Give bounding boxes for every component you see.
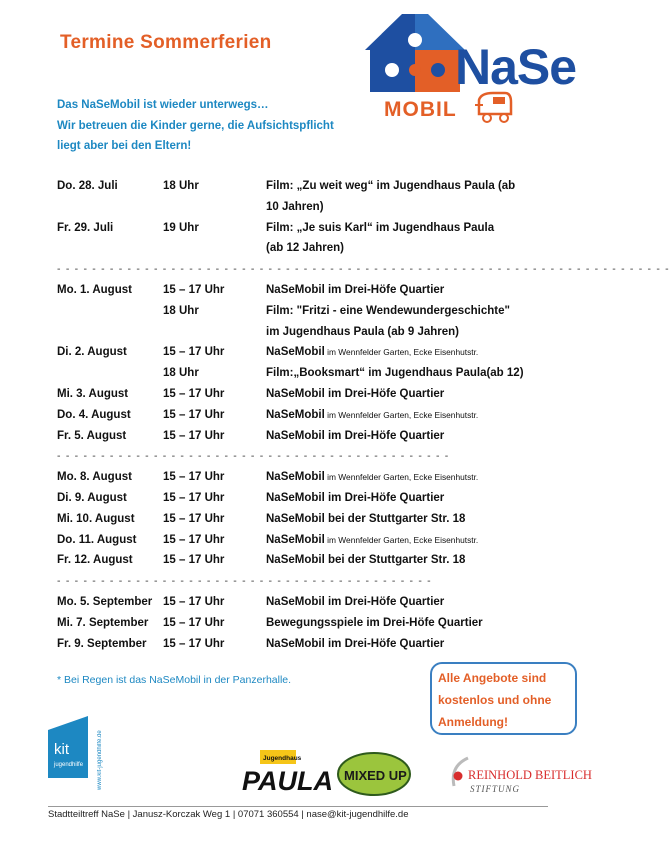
footer-divider (48, 806, 548, 807)
schedule-time: 15 – 17 Uhr (163, 616, 225, 629)
schedule-time: 15 – 17 Uhr (163, 554, 225, 567)
schedule-event (266, 342, 478, 363)
schedule-day: Fr. 9. September (57, 637, 147, 650)
schedule-row (57, 426, 547, 447)
schedule-event: Film: "Fritzi - eine Wendewundergeschichte" (266, 304, 510, 317)
intro-text (57, 95, 334, 157)
schedule-event: NaSeMobil im Drei-Höfe Quartier (266, 283, 445, 296)
footer-contact: Stadtteiltreff NaSe | Janusz-Korczak Weg 1 | 07071 360554 | nase@kit-jugendhilfe.de (48, 809, 409, 820)
beitlich-sub: STIFTUNG (470, 784, 521, 794)
event-name: NaSeMobil (266, 533, 325, 546)
schedule-time: 15 – 17 Uhr (163, 471, 225, 484)
schedule-time: 15 – 17 Uhr (163, 283, 225, 296)
schedule-day: Fr. 12. August (57, 554, 133, 567)
schedule-row (57, 592, 547, 613)
jugendhaus-paula-logo (240, 750, 333, 796)
schedule-row (57, 218, 547, 239)
schedule-event: (ab 12 Jahren) (266, 242, 344, 255)
schedule-row (57, 342, 547, 363)
reinhold-beitlich-logo (446, 752, 592, 802)
schedule-day: Mo. 8. August (57, 471, 132, 484)
schedule-row (57, 509, 547, 530)
paula-text: PAULA (242, 766, 333, 796)
schedule-event (266, 467, 478, 488)
event-location: im Wennfelder Garten, Ecke Eisenhutstr. (324, 534, 479, 545)
schedule-row (57, 384, 547, 405)
schedule-day: Do. 11. August (57, 533, 137, 546)
schedule-event: NaSeMobil im Drei-Höfe Quartier (266, 387, 445, 400)
separator: - - - - - - - - - - - - - - - - - - - - - - - - - - - - - - - - - - - - - - - - - - - - - - - - - - - - - - - - - - - - - - - - - - - - - - (57, 263, 670, 276)
kit-logo-text: kit (54, 741, 69, 758)
schedule-row (57, 238, 547, 259)
intro-line: Das NaSeMobil ist wieder unterwegs… (57, 99, 269, 111)
nase-wordmark: NaSe (455, 39, 577, 95)
intro-line: liegt aber bei den Eltern! (57, 140, 192, 152)
schedule-event: NaSeMobil bei der Stuttgarter Str. 18 (266, 554, 466, 567)
schedule-row (57, 634, 547, 655)
event-location: im Wennfelder Garten, Ecke Eisenhutstr. (324, 347, 479, 358)
paula-top-text: Jugendhaus (263, 755, 302, 762)
schedule-event: Film: „Zu weit weg“ im Jugendhaus Paula (ab (266, 180, 516, 192)
separator: - - - - - - - - - - - - - - - - - - - - - - - - - - - - - - - - - - - - - - - - - - - (57, 575, 432, 588)
schedule-time: 15 – 17 Uhr (163, 512, 225, 525)
schedule-day: Fr. 5. August (57, 429, 127, 442)
schedule-row (57, 488, 547, 509)
schedule-event: Film:„Booksmart“ im Jugendhaus Paula(ab 12) (266, 367, 524, 380)
event-name: NaSeMobil (266, 471, 325, 484)
van-icon (473, 90, 515, 130)
schedule-time: 15 – 17 Uhr (163, 595, 225, 608)
schedule-time: 15 – 17 Uhr (163, 387, 225, 400)
separator: - - - - - - - - - - - - - - - - - - - - - - - - - - - - - - - - - - - - - - - - - - - - - (57, 450, 450, 463)
schedule-row (57, 467, 547, 488)
schedule-time: 15 – 17 Uhr (163, 408, 225, 421)
event-location: im Wennfelder Garten, Ecke Eisenhutstr. (324, 409, 479, 420)
schedule-time: 19 Uhr (163, 221, 199, 234)
schedule-event: 10 Jahren) (266, 200, 324, 213)
schedule-event (266, 405, 478, 426)
schedule-row (57, 530, 547, 551)
schedule-event: Bewegungsspiele im Drei-Höfe Quartier (266, 616, 483, 629)
schedule-event: im Jugendhaus Paula (ab 9 Jahren) (266, 325, 459, 338)
nase-mobil-logo (360, 10, 582, 132)
free-offer-line: Alle Angebote sind (438, 671, 547, 685)
event-name: NaSeMobil (266, 408, 325, 421)
schedule-row (57, 176, 547, 197)
swoosh-icon (448, 756, 470, 792)
schedule-day: Mi. 10. August (57, 512, 135, 525)
mixed-up-text: MIXED UP (344, 768, 407, 783)
schedule-event: Film: „Je suis Karl“ im Jugendhaus Paula (266, 221, 495, 234)
schedule-event: NaSeMobil im Drei-Höfe Quartier (266, 429, 445, 442)
mobil-wordmark: MOBIL (384, 98, 457, 121)
schedule-event: NaSeMobil bei der Stuttgarter Str. 18 (266, 512, 466, 525)
event-location: im Wennfelder Garten, Ecke Eisenhutstr. (324, 472, 479, 483)
kit-logo (48, 716, 92, 778)
schedule-event (266, 530, 478, 551)
schedule-row (57, 322, 547, 343)
schedule-row (57, 613, 547, 634)
event-name: NaSeMobil (266, 346, 325, 359)
schedule-day: Do. 4. August (57, 408, 131, 421)
kit-logo-subtext: jugendhilfe (54, 762, 84, 768)
schedule-time: 15 – 17 Uhr (163, 491, 225, 504)
schedule-time: 15 – 17 Uhr (163, 429, 225, 442)
mixed-up-logo (336, 752, 412, 798)
rain-note: * Bei Regen ist das NaSeMobil in der Panzerhalle. (57, 674, 292, 686)
schedule-row (57, 280, 547, 301)
schedule-time: 15 – 17 Uhr (163, 533, 225, 546)
schedule-day: Di. 2. August (57, 346, 127, 359)
kit-url: www.kit-jugendhilfe.de (97, 730, 103, 790)
intro-line: Wir betreuen die Kinder gerne, die Aufsichtspflicht (57, 119, 334, 132)
free-offer-line: kostenlos und ohne (438, 693, 552, 707)
schedule-row (57, 550, 547, 571)
schedule-day: Di. 9. August (57, 491, 127, 504)
schedule-day: Do. 28. Juli (57, 180, 118, 192)
schedule-row (57, 363, 547, 384)
schedule-row (57, 405, 547, 426)
schedule-day: Mo. 5. September (57, 595, 153, 608)
schedule-time: 18 Uhr (163, 304, 199, 317)
schedule-day: Mo. 1. August (57, 283, 132, 296)
free-offer-line: Anmeldung! (438, 715, 508, 729)
beitlich-name: REINHOLD BEITLICH (468, 768, 592, 782)
schedule-event: NaSeMobil im Drei-Höfe Quartier (266, 595, 445, 608)
schedule-time: 18 Uhr (163, 180, 199, 192)
free-offer-box (430, 662, 577, 735)
schedule-time: 18 Uhr (163, 367, 199, 380)
schedule-row (57, 197, 547, 218)
schedule-day: Mi. 3. August (57, 387, 129, 400)
schedule-row (57, 301, 547, 322)
schedule-time: 15 – 17 Uhr (163, 637, 225, 650)
schedule-event: NaSeMobil im Drei-Höfe Quartier (266, 491, 445, 504)
page-title: Termine Sommerferien (60, 32, 272, 53)
puzzle-house-icon (360, 10, 470, 96)
schedule-day: Fr. 29. Juli (57, 221, 114, 234)
schedule-day: Mi. 7. September (57, 616, 149, 629)
schedule-event: NaSeMobil im Drei-Höfe Quartier (266, 637, 445, 650)
schedule-table (57, 176, 670, 654)
schedule-time: 15 – 17 Uhr (163, 346, 225, 359)
